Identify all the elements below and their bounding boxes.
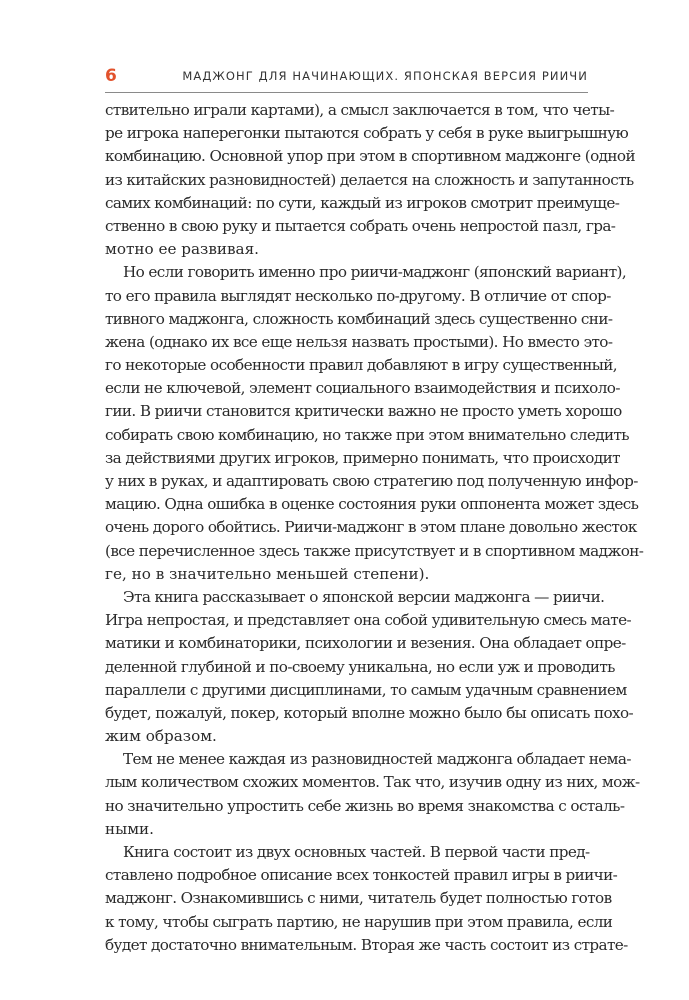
text-line: собирать свою комбинацию, но также при этом внимательно следить [105, 425, 629, 444]
paragraph [105, 841, 628, 957]
text-line: то его правила выглядят несколько по-другому. В отличие от спор- [105, 286, 611, 305]
text-line: тивного маджонга, сложность комбинаций здесь существенно сни- [105, 309, 613, 328]
text-line: ными. [105, 819, 154, 838]
text-line: будет достаточно внимательным. Вторая же часть состоит из страте- [105, 935, 628, 954]
text-line: жена (однако их все еще нельзя назвать простыми). Но вместо это- [105, 332, 613, 351]
text-line: го некоторые особенности правил добавляют в игру существенный, [105, 356, 618, 375]
text-line: ставлено подробное описание всех тонкостей правил игры в риичи- [105, 866, 618, 885]
text-line: очень дорого обойтись. Риичи-маджонг в этом плане довольно жесток [105, 518, 637, 537]
paragraph [105, 748, 640, 841]
text-line: (все перечисленное здесь также присутствует и в спортивном маджон- [105, 541, 644, 560]
text-line: у них в руках, и адаптировать свою стратегию под полученную инфор- [105, 472, 638, 490]
text-line: Игра непростая, и представляет она собой удивительную смесь мате- [105, 611, 632, 630]
text-line: параллели с другими дисциплинами, то самым удачным сравнением [105, 680, 627, 699]
text-line: гии. В риичи становится критически важно не просто уметь хорошо [105, 402, 622, 421]
text-line: Тем не менее каждая из разновидностей маджонга обладает нема- [123, 750, 631, 769]
page-number: 6 [105, 66, 117, 86]
text-line: маджонг. Ознакомившись с ними, читатель будет полностью готов [105, 889, 612, 908]
text-line: ге, но в значительно меньшей степени). [105, 564, 430, 583]
text-line: Эта книга рассказывает о японской версии маджонга — риичи. [123, 587, 605, 606]
text-line: мацию. Одна ошибка в оценке состояния руки оппонента может здесь [105, 495, 639, 514]
text-line: будет, пожалуй, покер, который вполне можно было бы описать похо- [105, 703, 634, 722]
text-line: но значительно упростить себе жизнь во время знакомства с осталь- [105, 796, 625, 815]
text-line: Книга состоит из двух основных частей. В первой части пред- [123, 843, 590, 861]
text-line: матики и комбинаторики, психологии и везения. Она обладает опре- [105, 634, 626, 653]
text-line: комбинацию. Основной упор при этом в спортивном маджонге (одной [105, 147, 635, 166]
text-line: к тому, чтобы сыграть партию, не нарушив при этом правила, если [105, 912, 613, 931]
text-line: деленной глубиной и по-своему уникальна, но если уж и проводить [105, 657, 615, 676]
text-line: ствительно играли картами), а смысл заключается в том, что четы- [105, 101, 615, 119]
text-line: ственно в свою руку и пытается собрать очень непростой пазл, гра- [105, 216, 616, 235]
text-line: если не ключевой, элемент социального взаимодействия и психоло- [105, 379, 620, 398]
paragraph [105, 261, 644, 586]
text-line: из китайских разновидностей) делается на сложность и запутанность [105, 170, 634, 189]
text-line: мотно ее развивая. [105, 240, 260, 259]
running-header [105, 66, 588, 90]
running-header-title: МАДЖОНГ ДЛЯ НАЧИНАЮЩИХ. ЯПОНСКАЯ ВЕРСИЯ РИИЧИ [182, 69, 588, 83]
text-line: за действиями других игроков, примерно понимать, что происходит [105, 448, 620, 467]
text-line: Но если говорить именно про риичи-маджонг (японский вариант), [123, 263, 627, 282]
text-line: жим образом. [105, 727, 217, 746]
header-divider [105, 92, 588, 93]
text-line: самих комбинаций: по сути, каждый из игроков смотрит преимуще- [105, 193, 620, 212]
paragraph [105, 99, 635, 261]
body-text [105, 99, 644, 957]
paragraph [105, 586, 634, 748]
text-line: лым количеством схожих моментов. Так что, изучив одну из них, мож- [105, 773, 640, 792]
text-line: ре игрока наперегонки пытаются собрать у себя в руке выигрышную [105, 124, 629, 143]
